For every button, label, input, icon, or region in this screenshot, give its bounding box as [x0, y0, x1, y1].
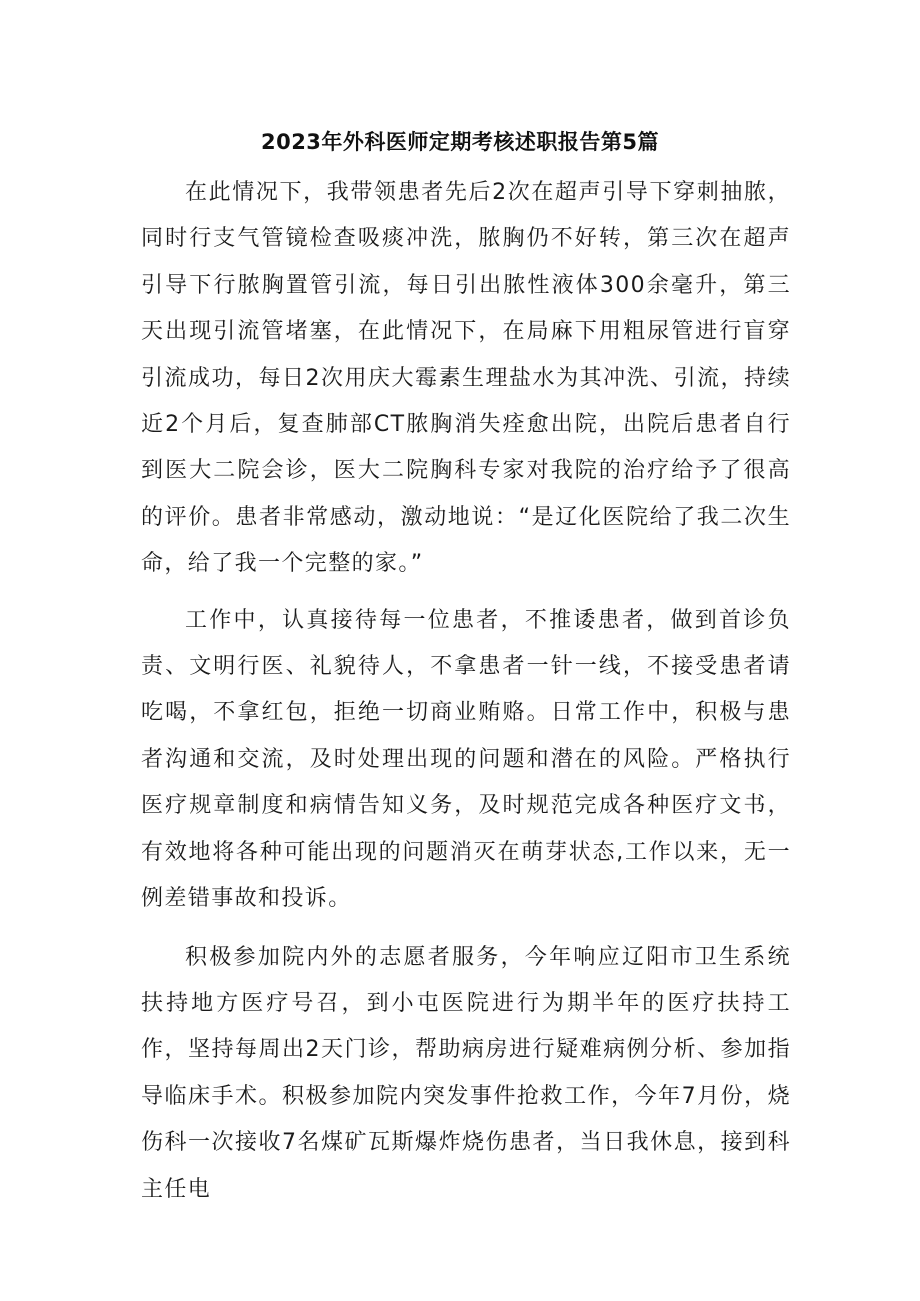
paragraph-3: 积极参加院内外的志愿者服务，今年响应辽阳市卫生系统扶持地方医疗号召，到小屯医院进行为期半年的医疗扶持工作，坚持每周出2天门诊，帮助病房进行疑难病例分析、参加指导临床手术。积极参加院内突发事件抢救工作，今年7月份，烧伤科一次接收7名煤矿瓦斯爆炸烧伤患者，当日我休息，接到科主任电	[141, 944, 791, 1202]
paragraph-1: 在此情况下，我带领患者先后2次在超声引导下穿刺抽脓，同时行支气管镜检查吸痰冲洗，脓胸仍不好转，第三次在超声引导下行脓胸置管引流，每日引出脓性液体300余毫升，第三天出现引流管堵塞，在此情况下，在局麻下用粗尿管进行盲穿引流成功，每日2次用庆大霉素生理盐水为其冲洗、引流，持续近2个月后，复查肺部CT脓胸消失痊愈出院，出院后患者自行到医大二院会诊，医大二院胸科专家对我院的治疗给予了很高的评价。患者非常感动，激动地说：“是辽化医院给了我二次生命，给了我一个完整的家。”	[141, 180, 791, 577]
paragraph-2: 工作中，认真接待每一位患者，不推诿患者，做到首诊负责、文明行医、礼貌待人，不拿患者一针一线，不接受患者请吃喝，不拿红包，拒绝一切商业贿赂。日常工作中，积极与患者沟通和交流，及时处理出现的问题和潜在的风险。严格执行医疗规章制度和病情告知义务，及时规范完成各种医疗文书，有效地将各种可能出现的问题消灭在萌芽状态,工作以来，无一例差错事故和投诉。	[141, 607, 791, 912]
document-body	[141, 170, 791, 1225]
document-title: 2023年外科医师定期考核述职报告第5篇	[260, 130, 660, 154]
